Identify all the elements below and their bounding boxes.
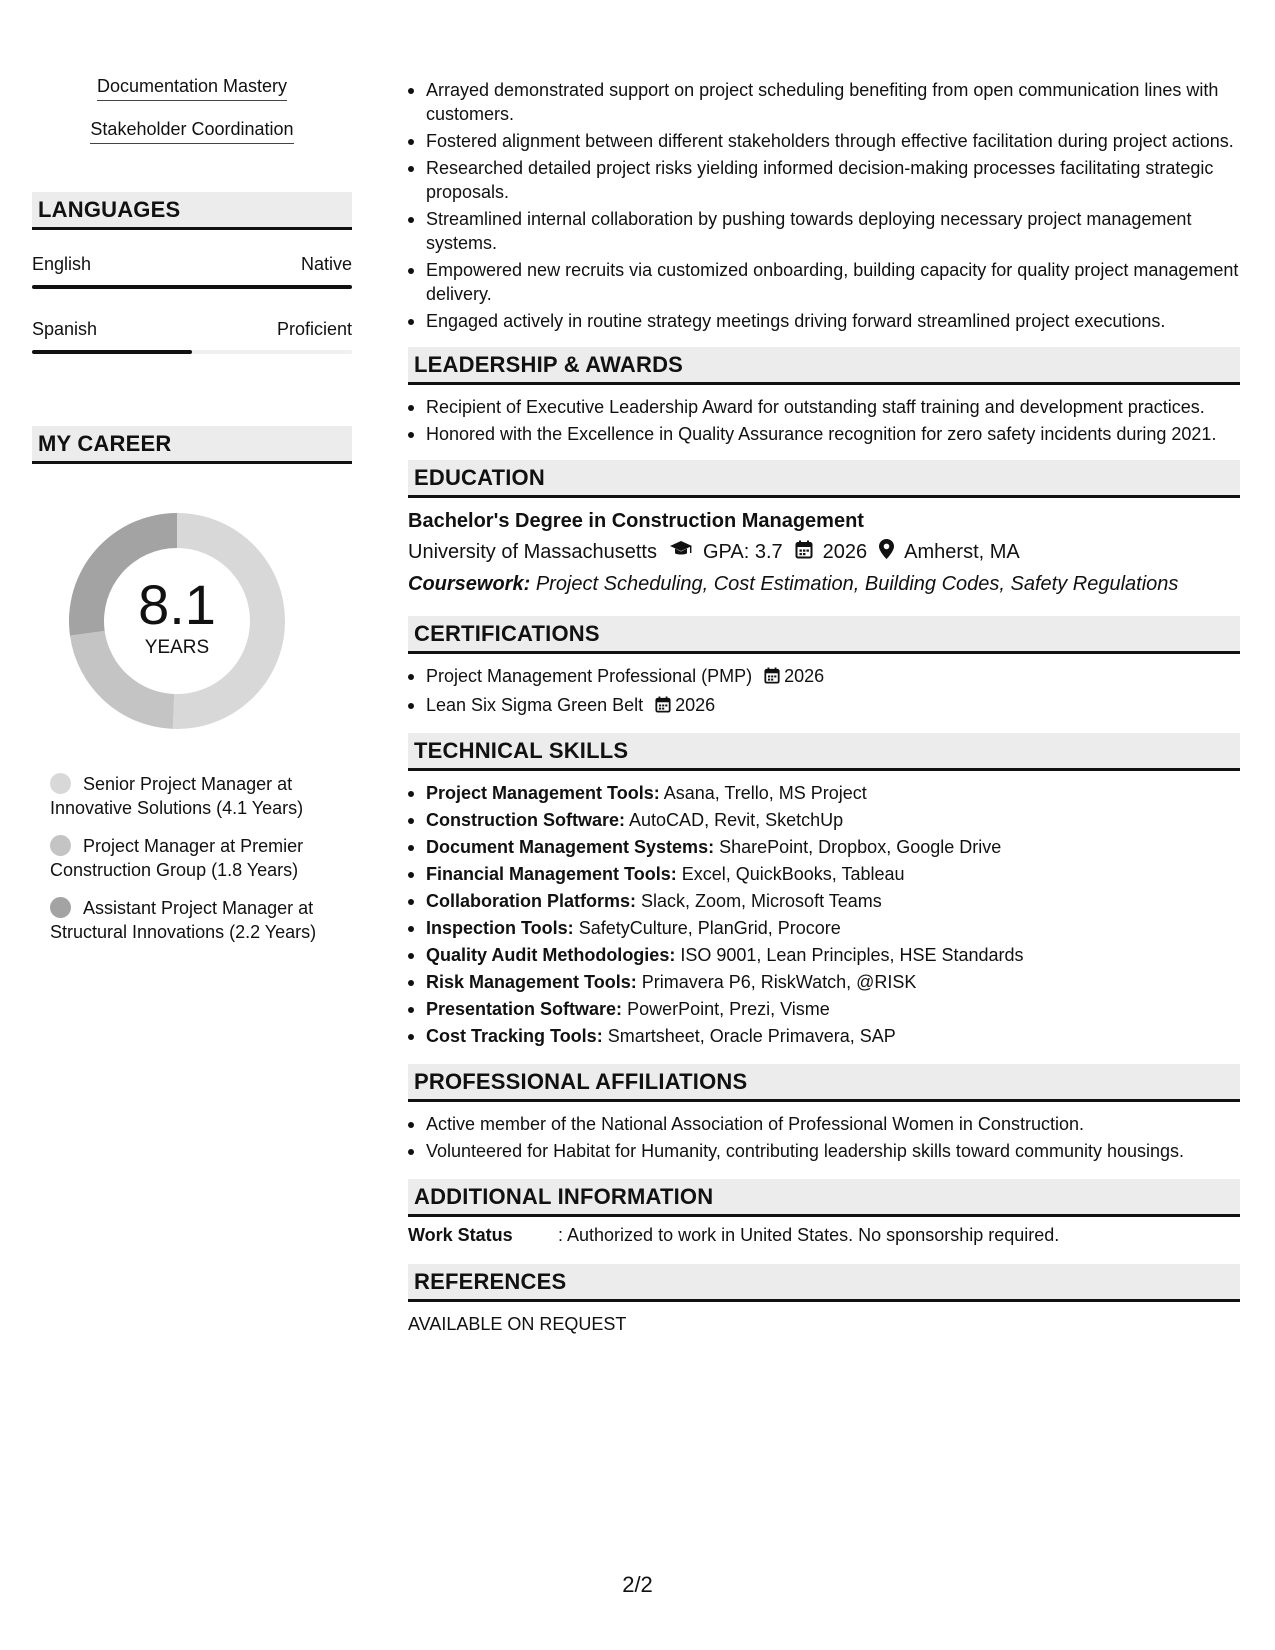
legend-dot-icon bbox=[50, 773, 71, 794]
language-level: Proficient bbox=[276, 319, 352, 339]
skill-item bbox=[426, 1024, 1240, 1048]
school-name: University of Massachusetts bbox=[408, 540, 657, 563]
graduation-cap-icon bbox=[669, 540, 693, 564]
certifications-heading: CERTIFICATIONS bbox=[408, 616, 1240, 654]
certification-year: 2026 bbox=[784, 666, 825, 686]
skill-label: Risk Management Tools: bbox=[426, 972, 637, 992]
certification-item bbox=[426, 693, 1240, 719]
career-legend-item bbox=[50, 834, 330, 882]
career-legend-label: Assistant Project Manager at Structural Innovations (2.2 Years) bbox=[50, 898, 317, 942]
degree-title: Bachelor's Degree in Construction Management bbox=[408, 510, 864, 532]
skill-item bbox=[426, 808, 1240, 832]
career-legend-item bbox=[50, 896, 330, 944]
skill-label: Cost Tracking Tools: bbox=[426, 1026, 603, 1046]
coursework-list: Project Scheduling, Cost Estimation, Building Codes, Safety Regulations bbox=[535, 573, 1179, 595]
leadership-item: Honored with the Excellence in Quality Assurance recognition for zero safety incidents during 2021. bbox=[426, 422, 1240, 446]
leadership-heading: LEADERSHIP & AWARDS bbox=[408, 347, 1240, 385]
experience-bullet: Empowered new recruits via customized onboarding, building capacity for quality project management delivery. bbox=[426, 260, 1239, 304]
language-name: English bbox=[32, 254, 92, 274]
certification-name: Lean Six Sigma Green Belt bbox=[426, 695, 644, 715]
skill-label: Construction Software: bbox=[426, 810, 626, 830]
skill-value: Asana, Trello, MS Project bbox=[663, 783, 867, 803]
skill-item bbox=[426, 997, 1240, 1021]
career-heading: MY CAREER bbox=[32, 426, 352, 464]
leadership-section bbox=[408, 347, 1240, 446]
affiliation-item: Volunteered for Habitat for Humanity, contributing leadership skills toward community housings. bbox=[426, 1139, 1240, 1163]
languages-heading: LANGUAGES bbox=[32, 192, 352, 230]
certifications-section bbox=[408, 616, 1240, 719]
legend-dot-icon bbox=[50, 897, 71, 918]
skill-value: Primavera P6, RiskWatch, @RISK bbox=[641, 972, 917, 992]
education-heading: EDUCATION bbox=[408, 460, 1240, 498]
graduation-year: 2026 bbox=[822, 540, 868, 563]
calendar-icon bbox=[795, 540, 813, 565]
left-column bbox=[32, 76, 352, 958]
language-proficiency-fill bbox=[32, 350, 192, 354]
skill-item bbox=[426, 835, 1240, 859]
skill-item bbox=[426, 970, 1240, 994]
work-status-row bbox=[408, 1225, 1240, 1246]
skill-tag: Documentation Mastery bbox=[97, 76, 287, 101]
affiliation-item: Active member of the National Association of Professional Women in Construction. bbox=[426, 1112, 1240, 1136]
map-pin-icon bbox=[879, 539, 894, 565]
skill-value: SharePoint, Dropbox, Google Drive bbox=[719, 837, 1002, 857]
skill-item bbox=[426, 781, 1240, 805]
skill-item bbox=[426, 862, 1240, 886]
references-text: AVAILABLE ON REQUEST bbox=[408, 1314, 627, 1334]
affiliations-section bbox=[408, 1064, 1240, 1163]
language-proficiency-fill bbox=[32, 285, 352, 289]
legend-dot-icon bbox=[50, 835, 71, 856]
calendar-icon bbox=[764, 666, 780, 690]
career-years-unit: YEARS bbox=[144, 637, 210, 658]
skill-label: Financial Management Tools: bbox=[426, 864, 677, 884]
coursework bbox=[408, 573, 1240, 596]
affiliations-heading: PROFESSIONAL AFFILIATIONS bbox=[408, 1064, 1240, 1102]
references-heading: REFERENCES bbox=[408, 1264, 1240, 1302]
calendar-icon bbox=[655, 695, 671, 719]
skill-tags bbox=[32, 76, 352, 162]
additional-info-heading: ADDITIONAL INFORMATION bbox=[408, 1179, 1240, 1217]
skill-value: ISO 9001, Lean Principles, HSE Standards bbox=[680, 945, 1024, 965]
page-number: 2/2 bbox=[622, 1572, 653, 1597]
additional-info-section bbox=[408, 1179, 1240, 1246]
technical-skills-heading: TECHNICAL SKILLS bbox=[408, 733, 1240, 771]
career-legend-label: Project Manager at Premier Construction Group (1.8 Years) bbox=[50, 836, 304, 880]
certification-name: Project Management Professional (PMP) bbox=[426, 666, 753, 686]
experience-bullet: Arrayed demonstrated support on project scheduling benefiting from open communication lines with customers. bbox=[426, 78, 1240, 126]
certification-item bbox=[426, 664, 1240, 690]
career-legend-item bbox=[50, 772, 330, 820]
skill-value: Excel, QuickBooks, Tableau bbox=[681, 864, 905, 884]
leadership-item: Recipient of Executive Leadership Award for outstanding staff training and development practices. bbox=[426, 395, 1240, 419]
skill-value: AutoCAD, Revit, SketchUp bbox=[629, 810, 844, 830]
career-total-years: 8.1 bbox=[138, 573, 216, 636]
skill-value: Smartsheet, Oracle Primavera, SAP bbox=[607, 1026, 896, 1046]
skill-label: Document Management Systems: bbox=[426, 837, 715, 857]
references-section bbox=[408, 1264, 1240, 1335]
skill-label: Inspection Tools: bbox=[426, 918, 574, 938]
experience-bullet: Fostered alignment between different stakeholders through effective facilitation during project actions. bbox=[426, 129, 1240, 153]
education-meta bbox=[408, 539, 1240, 565]
skill-value: SafetyCulture, PlanGrid, Procore bbox=[578, 918, 841, 938]
language-item bbox=[32, 254, 352, 289]
skill-tag: Stakeholder Coordination bbox=[90, 119, 293, 144]
experience-bullet: Engaged actively in routine strategy meetings driving forward streamlined project executions. bbox=[426, 309, 1240, 333]
education-section bbox=[408, 460, 1240, 596]
skill-item bbox=[426, 943, 1240, 967]
certification-year: 2026 bbox=[675, 695, 716, 715]
language-item bbox=[32, 319, 352, 354]
career-legend-label: Senior Project Manager at Innovative Solutions (4.1 Years) bbox=[50, 774, 304, 818]
experience-bullet: Researched detailed project risks yielding informed decision-making processes facilitating strategic proposals. bbox=[426, 156, 1240, 204]
skill-item bbox=[426, 889, 1240, 913]
education-location: Amherst, MA bbox=[904, 540, 1020, 563]
technical-skills-section bbox=[408, 733, 1240, 1048]
experience-bullets bbox=[408, 78, 1240, 333]
language-level: Native bbox=[300, 254, 352, 274]
skill-label: Project Management Tools: bbox=[426, 783, 660, 803]
skill-value: PowerPoint, Prezi, Visme bbox=[627, 999, 830, 1019]
language-proficiency-bar bbox=[32, 350, 352, 354]
work-status-value: : Authorized to work in United States. No sponsorship required. bbox=[558, 1225, 1060, 1245]
work-status-label: Work Status bbox=[408, 1225, 513, 1245]
language-name: Spanish bbox=[32, 319, 98, 339]
skill-label: Collaboration Platforms: bbox=[426, 891, 637, 911]
skill-value: Slack, Zoom, Microsoft Teams bbox=[641, 891, 882, 911]
skill-item bbox=[426, 916, 1240, 940]
skill-label: Quality Audit Methodologies: bbox=[426, 945, 676, 965]
career-legend bbox=[50, 772, 330, 944]
experience-bullet: Streamlined internal collaboration by pushing towards deploying necessary project management systems. bbox=[426, 207, 1240, 255]
gpa: GPA: 3.7 bbox=[702, 540, 783, 563]
career-donut-chart bbox=[62, 506, 292, 736]
skill-label: Presentation Software: bbox=[426, 999, 623, 1019]
language-proficiency-bar bbox=[32, 285, 352, 289]
right-column bbox=[408, 78, 1240, 1335]
coursework-label: Coursework: bbox=[408, 573, 531, 595]
